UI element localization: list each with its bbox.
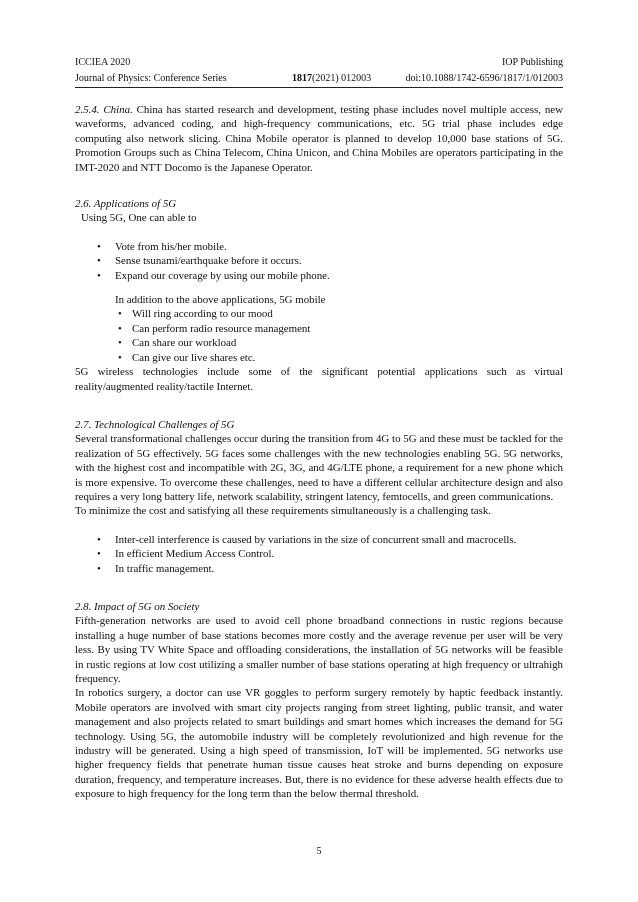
section-china-text: China has started research and development, testing phase includes novel multiple access, new waveforms, advanced coding, and high-frequency communications, etc. 5G trial phase includes edge computing also network slicing. China Mobile operator is planned to develop 10,000 base stations of 5G. Promotion Groups such as China Telecom, China Unicon, and China Mobiles are operators participating in the IMT-2020 and NTT Docomo is the Japanese Operator. xyxy=(75,104,563,174)
impact-paragraph-1: Fifth-generation networks are used to avoid cell phone broadband connections in rustic regions because installing a huge number of base stations becomes more costly and the average revenue per user will be very less. By using TV White Space and offloading considerations, the installation of 5G networks will be feasible in rustic regions at low cost utilizing a smaller number of base stations operating at high frequency or ultrahigh frequency. xyxy=(75,615,563,685)
section-number-china: 2.5.4. China. xyxy=(75,104,133,116)
applications-extra-list xyxy=(75,307,563,365)
page-number: 5 xyxy=(316,846,322,857)
conference-name: ICCIEA 2020 xyxy=(75,57,131,68)
header-divider xyxy=(75,87,563,88)
applications-closing: 5G wireless technologies include some of the significant potential applications such as virtual reality/augmented reality/tactile Internet. xyxy=(75,366,563,393)
list-item: • Expand our coverage by using our mobile phone. xyxy=(75,269,563,283)
impact-paragraph-2: In robotics surgery, a doctor can use VR goggles to perform surgery remotely by haptic feedback instantly. Mobile operators are involved with smart city projects ranging from street lighting, public transit, and water management and also projects related to smart buildings and smart homes which increases the demand for 5G technology. Using 5G, the automobile industry will be completely revolutionized and high revenue for the industry will be generated. Using a high speed of transmission, IoT will be implemented. 5G networks use higher frequency fields that penetrate human tissue causes heat stroke and burns depending on exposure duration, frequency, and temperature increases. But, there is no evidence for these adverse health effects due to exposure to high frequency for the long term than the below thermal threshold. xyxy=(75,687,563,801)
list-item: • Can give our live shares etc. xyxy=(75,351,563,365)
publisher-name: IOP Publishing xyxy=(501,57,563,68)
challenges-paragraph: Several transformational challenges occur during the transition from 4G to 5G and these must be tackled for the realization of 5G effectively. 5G faces some challenges with the new technologies enabling 5G. 5G networks, with the highest cost and incompatible with 2G, 3G, and 4G/LTE phone, a requirement for a new phone which is more expensive. To overcome these challenges, need to have a different cellular architecture design and also requires a very long battery life, network scalability, stringent latency, femtocells, and green communications. xyxy=(75,433,563,503)
section-china xyxy=(75,103,563,175)
applications-intro: Using 5G, One can able to xyxy=(81,212,197,225)
section-challenges xyxy=(75,418,563,576)
challenges-paragraph-2: To minimize the cost and satisfying all these requirements simultaneously is a challenging task. xyxy=(75,505,492,518)
list-item: • Inter-cell interference is caused by variations in the size of concurrent small and macrocells. xyxy=(75,533,563,547)
list-item: • Vote from his/her mobile. xyxy=(75,240,563,254)
challenges-list xyxy=(75,533,563,576)
journal-name: Journal of Physics: Conference Series xyxy=(75,73,227,84)
list-item: • Sense tsunami/earthquake before it occurs. xyxy=(75,254,563,268)
list-item: • Can perform radio resource management xyxy=(75,322,563,336)
section-heading-applications: 2.6. Applications of 5G xyxy=(75,198,177,211)
list-item: • Can share our workload xyxy=(75,336,563,350)
citation xyxy=(292,73,371,85)
citation-detail: (2021) 012003 xyxy=(312,73,372,84)
section-heading-impact: 2.8. Impact of 5G on Society xyxy=(75,600,200,613)
list-item: • In efficient Medium Access Control. xyxy=(75,547,563,561)
list-item: • In traffic management. xyxy=(75,562,563,576)
section-heading-challenges: 2.7. Technological Challenges of 5G xyxy=(75,418,235,431)
applications-extra-intro: In addition to the above applications, 5G mobile xyxy=(115,294,326,307)
list-item: • Will ring according to our mood xyxy=(75,307,563,321)
applications-list xyxy=(75,240,563,283)
section-applications xyxy=(75,197,563,394)
section-impact xyxy=(75,600,563,802)
volume-number: 1817 xyxy=(292,73,312,84)
article-body xyxy=(75,103,563,802)
doi-link[interactable]: doi:10.1088/1742-6596/1817/1/012003 xyxy=(405,73,563,84)
